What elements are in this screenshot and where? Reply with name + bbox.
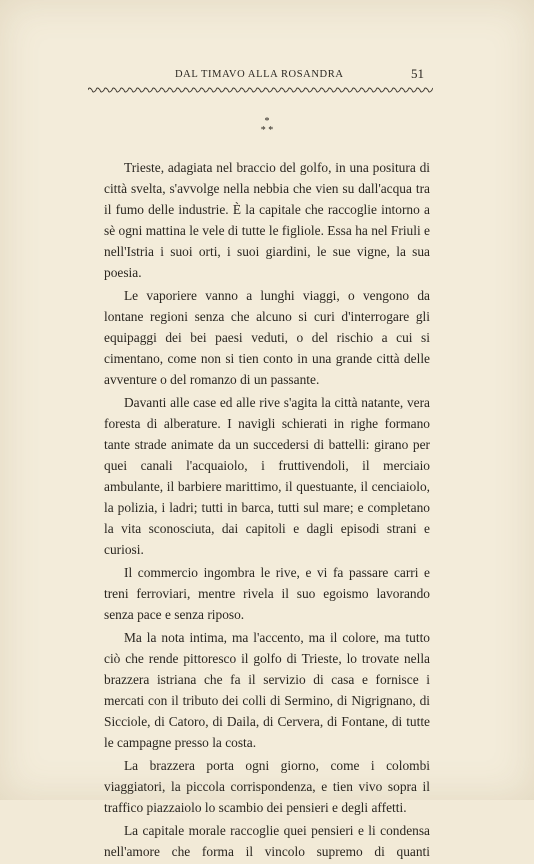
paragraph: Trieste, adagiata nel braccio del golfo, in una positura di città svelta, s'avvolge nella nebbia che vien su dall'acqua tra il fumo delle industrie. È la capitale che raccoglie intorno a sè ogni mattina le vele di tutte le figliole. Essa ha nel Friuli e nell'Istria i suoi orti, i suoi giardini, le sue vigne, la sua poesia. [104, 160, 430, 280]
paragraph: Le vaporiere vanno a lunghi viaggi, o vengono da lontane regioni senza che alcuno si curi d'interrogare gli equipaggi dei bei paesi veduti, o del rischio a cui si cimentano, come non si tien conto in una grande città delle avventure o del romanzo di un passante. [104, 288, 430, 387]
section-break-asterisks [0, 117, 534, 135]
asterism-top: * [264, 116, 270, 127]
wavy-rule-ornament [88, 84, 433, 96]
running-header [0, 63, 534, 83]
body-text [104, 157, 430, 864]
paragraph: Ma la nota intima, ma l'accento, ma il colore, ma tutto ciò che rende pittoresco il golfo di Trieste, lo trovate nella brazzera istriana che fa il servizio di casa e fornisce i mercati con il tributo dei colli di Sermino, di Nigrignano, di Sicciole, di Catoro, di Daila, di Cervera, di Fontane, di tutte le campagne presso la costa. [104, 630, 430, 750]
paragraph: La capitale morale raccoglie quei pensieri e li condensa nell'amore che forma il vincolo supremo di quanti [104, 823, 430, 859]
paragraph: Il commercio ingombra le rive, e vi fa passare carri e treni ferroviari, mentre rivela il suo egoismo lavorando senza pace e senza riposo. [104, 565, 430, 622]
asterism-bottom: * * [260, 125, 274, 136]
paragraph: Davanti alle case ed alle rive s'agita la città natante, vera foresta di alberature. I navigli schierati in righe formano tante strade animate da un succedersi di battelli: girano per quei canali l'acquaiolo, i fruttivendoli, il merciaio ambulante, il barbiere marittimo, il questuante, il cenciaiolo, la polizia, i ladri; tutti in barca, tutti sul mare; e completano la vita sconosciuta, dai capitoli e dagli episodi strani e curiosi. [104, 395, 430, 557]
paragraph: La brazzera porta ogni giorno, come i colombi viaggiatori, la piccola corrispondenza, e tien vivo sopra il traffico piazzaiolo lo scambio dei pensieri e degli affetti. [104, 758, 430, 815]
page-number: 51 [411, 66, 424, 81]
running-title: DAL TIMAVO ALLA ROSANDRA [175, 69, 344, 80]
